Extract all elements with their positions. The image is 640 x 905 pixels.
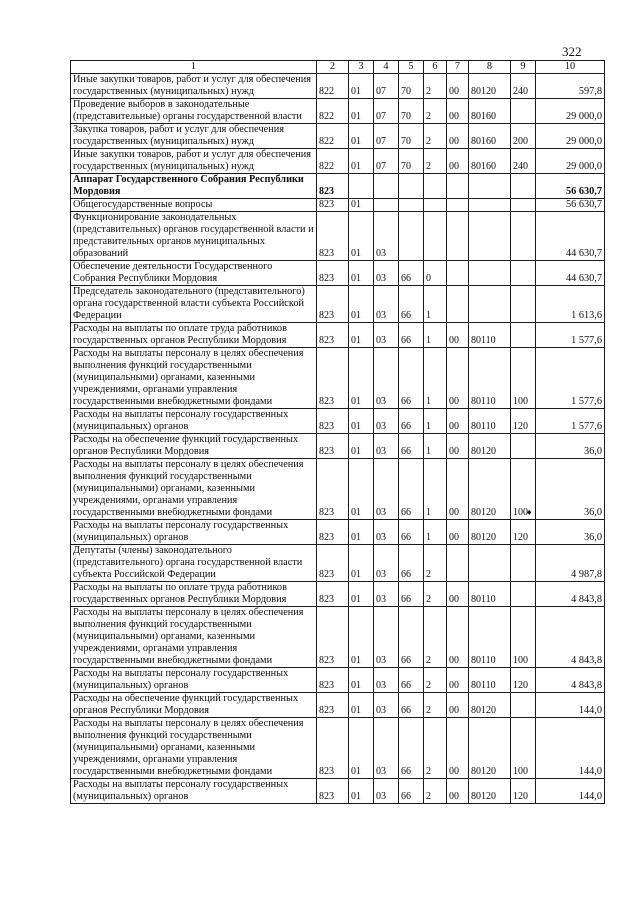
expense-type-code: 240 (511, 74, 536, 99)
column-header: 1 (71, 61, 317, 74)
admin-code: 823 (317, 199, 349, 212)
subsection-code: 03 (374, 348, 399, 409)
subsection-code: 03 (374, 582, 399, 607)
table-row (71, 124, 605, 149)
section-code: 01 (349, 323, 374, 348)
direction-code: 80160 (469, 124, 511, 149)
amount: 29 000,0 (536, 99, 605, 124)
subprogram-code: 2 (424, 74, 447, 99)
direction-code: 80110 (469, 582, 511, 607)
section-code: 01 (349, 779, 374, 804)
section-code: 01 (349, 149, 374, 174)
item-name: Депутаты (члены) законодательного (представительного) органа государственной власти субъекта Российской Федерации (71, 545, 317, 582)
item-name: Расходы на выплаты персоналу государственных (муниципальных) органов (71, 520, 317, 545)
section-code: 01 (349, 520, 374, 545)
column-header: 6 (424, 61, 447, 74)
direction-code: 80110 (469, 607, 511, 668)
main-event-code: 00 (447, 607, 469, 668)
direction-code: 80120 (469, 779, 511, 804)
main-event-code: 00 (447, 779, 469, 804)
program-code: 66 (399, 582, 424, 607)
admin-code: 822 (317, 124, 349, 149)
amount: 1 577,6 (536, 409, 605, 434)
amount: 4 843,8 (536, 582, 605, 607)
direction-code: 80110 (469, 323, 511, 348)
expense-type-code: 100 (511, 607, 536, 668)
amount: 29 000,0 (536, 124, 605, 149)
item-name: Расходы на выплаты персоналу государственных (муниципальных) органов (71, 779, 317, 804)
table-row (71, 459, 605, 520)
program-code: 66 (399, 545, 424, 582)
main-event-code: 00 (447, 124, 469, 149)
item-name: Иные закупки товаров, работ и услуг для обеспечения государственных (муниципальных) нужд (71, 149, 317, 174)
table-row (71, 409, 605, 434)
item-name: Аппарат Государственного Собрания Республики Мордовия (71, 174, 317, 199)
main-event-code (447, 545, 469, 582)
subsection-code: 03 (374, 261, 399, 286)
section-code: 01 (349, 74, 374, 99)
admin-code: 823 (317, 693, 349, 718)
item-name: Расходы на выплаты по оплате труда работников государственных органов Республики Мордовия (71, 582, 317, 607)
program-code: 66 (399, 668, 424, 693)
direction-code (469, 212, 511, 261)
amount: 29 000,0 (536, 149, 605, 174)
direction-code (469, 199, 511, 212)
item-name: Расходы на обеспечение функций государственных органов Республики Мордовия (71, 434, 317, 459)
section-code: 01 (349, 459, 374, 520)
subprogram-code: 1 (424, 520, 447, 545)
expense-type-code: 240 (511, 149, 536, 174)
expense-type-code: 120 (511, 779, 536, 804)
column-header: 2 (317, 61, 349, 74)
program-code: 66 (399, 459, 424, 520)
admin-code: 823 (317, 409, 349, 434)
subprogram-code (424, 212, 447, 261)
amount: 144,0 (536, 779, 605, 804)
section-code: 01 (349, 99, 374, 124)
admin-code: 823 (317, 718, 349, 779)
direction-code: 80110 (469, 409, 511, 434)
subprogram-code: 2 (424, 607, 447, 668)
main-event-code: 00 (447, 693, 469, 718)
direction-code: 80160 (469, 99, 511, 124)
table-row (71, 545, 605, 582)
direction-code: 80110 (469, 668, 511, 693)
subprogram-code (424, 199, 447, 212)
table-row (71, 607, 605, 668)
subsection-code: 03 (374, 323, 399, 348)
subsection-code: 03 (374, 693, 399, 718)
admin-code: 823 (317, 174, 349, 199)
admin-code: 822 (317, 99, 349, 124)
section-code: 01 (349, 199, 374, 212)
amount: 56 630,7 (536, 174, 605, 199)
section-code: 01 (349, 124, 374, 149)
subprogram-code: 2 (424, 582, 447, 607)
main-event-code: 00 (447, 348, 469, 409)
subprogram-code: 2 (424, 545, 447, 582)
subprogram-code: 1 (424, 434, 447, 459)
subsection-code: 03 (374, 779, 399, 804)
header-row (71, 61, 605, 74)
program-code: 70 (399, 74, 424, 99)
table-body (71, 74, 605, 804)
main-event-code: 00 (447, 582, 469, 607)
column-header: 9 (511, 61, 536, 74)
admin-code: 823 (317, 582, 349, 607)
column-header: 8 (469, 61, 511, 74)
table-row (71, 434, 605, 459)
expense-type-code (511, 434, 536, 459)
expense-type-code (511, 286, 536, 323)
expense-type-code (511, 582, 536, 607)
table-row (71, 779, 605, 804)
subsection-code: 03 (374, 459, 399, 520)
item-name: Расходы на выплаты персоналу в целях обеспечения выполнения функций государственными (муниципальными) органами, казенными учреждениями, органами управления государственными внебюджетными фондами (71, 348, 317, 409)
table-row (71, 693, 605, 718)
expense-type-code: 100 (511, 459, 536, 520)
subprogram-code (424, 174, 447, 199)
subprogram-code: 2 (424, 668, 447, 693)
table-row (71, 582, 605, 607)
table-header (71, 61, 605, 74)
expense-type-code (511, 174, 536, 199)
program-code: 66 (399, 520, 424, 545)
subprogram-code: 1 (424, 323, 447, 348)
section-code (349, 174, 374, 199)
section-code: 01 (349, 718, 374, 779)
amount: 36,0 (536, 459, 605, 520)
expense-type-code (511, 323, 536, 348)
expense-type-code (511, 99, 536, 124)
subsection-code (374, 174, 399, 199)
main-event-code (447, 261, 469, 286)
expense-type-code (511, 212, 536, 261)
table-row (71, 199, 605, 212)
subprogram-code: 0 (424, 261, 447, 286)
subsection-code: 07 (374, 149, 399, 174)
subprogram-code: 2 (424, 124, 447, 149)
subsection-code (374, 199, 399, 212)
expense-type-code: 100 (511, 718, 536, 779)
expense-type-code: 200 (511, 124, 536, 149)
subsection-code: 03 (374, 286, 399, 323)
expense-type-code: 120 (511, 409, 536, 434)
item-name: Закупка товаров, работ и услуг для обеспечения государственных (муниципальных) нужд (71, 124, 317, 149)
subprogram-code: 1 (424, 409, 447, 434)
amount: 1 613,6 (536, 286, 605, 323)
program-code: 66 (399, 323, 424, 348)
amount: 4 843,8 (536, 607, 605, 668)
amount: 44 630,7 (536, 212, 605, 261)
column-header: 4 (374, 61, 399, 74)
section-code: 01 (349, 668, 374, 693)
table-row (71, 520, 605, 545)
program-code: 66 (399, 286, 424, 323)
section-code: 01 (349, 286, 374, 323)
subsection-code: 03 (374, 434, 399, 459)
table-row (71, 99, 605, 124)
admin-code: 823 (317, 212, 349, 261)
item-name: Функционирование законодательных (представительных) органов государственной власти и представительных органов муниципальных образований (71, 212, 317, 261)
direction-code (469, 286, 511, 323)
amount: 144,0 (536, 718, 605, 779)
item-name: Расходы на выплаты по оплате труда работников государственных органов Республики Мордовия (71, 323, 317, 348)
expense-type-code (511, 199, 536, 212)
subprogram-code: 2 (424, 99, 447, 124)
main-event-code: 00 (447, 409, 469, 434)
program-code (399, 199, 424, 212)
table-row (71, 212, 605, 261)
section-code: 01 (349, 545, 374, 582)
expense-type-code (511, 545, 536, 582)
section-code: 01 (349, 434, 374, 459)
admin-code: 823 (317, 323, 349, 348)
column-header: 5 (399, 61, 424, 74)
subsection-code: 03 (374, 212, 399, 261)
program-code: 66 (399, 607, 424, 668)
table-row (71, 323, 605, 348)
direction-code: 80120 (469, 718, 511, 779)
program-code: 66 (399, 409, 424, 434)
budget-table (70, 60, 605, 804)
main-event-code: 00 (447, 718, 469, 779)
main-event-code: 00 (447, 149, 469, 174)
direction-code: 80120 (469, 434, 511, 459)
program-code: 70 (399, 149, 424, 174)
item-name: Расходы на выплаты персоналу в целях обеспечения выполнения функций государственными (муниципальными) органами, казенными учреждениями, органами управления государственными внебюджетными фондами (71, 459, 317, 520)
table-row (71, 348, 605, 409)
column-header: 7 (447, 61, 469, 74)
subprogram-code: 1 (424, 286, 447, 323)
main-event-code: 00 (447, 434, 469, 459)
section-code: 01 (349, 582, 374, 607)
amount: 597,8 (536, 74, 605, 99)
subsection-code: 03 (374, 718, 399, 779)
admin-code: 823 (317, 520, 349, 545)
admin-code: 822 (317, 74, 349, 99)
item-name: Председатель законодательного (представительного) органа государственной власти субъекта Российской Федерации (71, 286, 317, 323)
program-code (399, 174, 424, 199)
program-code: 66 (399, 348, 424, 409)
subsection-code: 07 (374, 124, 399, 149)
item-name: Расходы на выплаты персоналу государственных (муниципальных) органов (71, 668, 317, 693)
admin-code: 823 (317, 286, 349, 323)
amount: 36,0 (536, 434, 605, 459)
admin-code: 822 (317, 149, 349, 174)
table-row (71, 149, 605, 174)
admin-code: 823 (317, 668, 349, 693)
main-event-code (447, 174, 469, 199)
direction-code (469, 261, 511, 286)
admin-code: 823 (317, 779, 349, 804)
admin-code: 823 (317, 434, 349, 459)
section-code: 01 (349, 348, 374, 409)
direction-code: 80120 (469, 459, 511, 520)
amount: 4 843,8 (536, 668, 605, 693)
section-code: 01 (349, 409, 374, 434)
main-event-code (447, 212, 469, 261)
direction-code: 80120 (469, 693, 511, 718)
table-row (71, 668, 605, 693)
main-event-code (447, 199, 469, 212)
section-code: 01 (349, 212, 374, 261)
main-event-code: 00 (447, 323, 469, 348)
direction-code (469, 174, 511, 199)
main-event-code: 00 (447, 520, 469, 545)
main-event-code: 00 (447, 459, 469, 520)
item-name: Расходы на выплаты персоналу в целях обеспечения выполнения функций государственными (муниципальными) органами, казенными учреждениями, органами управления государственными внебюджетными фондами (71, 607, 317, 668)
amount: 56 630,7 (536, 199, 605, 212)
section-code: 01 (349, 261, 374, 286)
expense-type-code (511, 261, 536, 286)
program-code: 66 (399, 693, 424, 718)
subsection-code: 07 (374, 74, 399, 99)
subprogram-code: 2 (424, 718, 447, 779)
direction-code: 80160 (469, 149, 511, 174)
table-row (71, 286, 605, 323)
subprogram-code: 1 (424, 348, 447, 409)
column-header: 10 (536, 61, 605, 74)
item-name: Расходы на выплаты персоналу государственных (муниципальных) органов (71, 409, 317, 434)
subprogram-code: 2 (424, 779, 447, 804)
table-row (71, 261, 605, 286)
admin-code: 823 (317, 607, 349, 668)
direction-code: 80110 (469, 348, 511, 409)
main-event-code: 00 (447, 74, 469, 99)
subsection-code: 03 (374, 545, 399, 582)
subprogram-code: 2 (424, 693, 447, 718)
amount: 144,0 (536, 693, 605, 718)
program-code: 66 (399, 779, 424, 804)
scan-mark: ♦ (527, 507, 532, 517)
item-name: Расходы на выплаты персоналу в целях обеспечения выполнения функций государственными (муниципальными) органами, казенными учреждениями, органами управления государственными внебюджетными фондами (71, 718, 317, 779)
item-name: Общегосударственные вопросы (71, 199, 317, 212)
table-row (71, 718, 605, 779)
direction-code: 80120 (469, 520, 511, 545)
subprogram-code: 2 (424, 149, 447, 174)
subsection-code: 03 (374, 520, 399, 545)
column-header: 3 (349, 61, 374, 74)
main-event-code: 00 (447, 99, 469, 124)
main-event-code: 00 (447, 668, 469, 693)
admin-code: 823 (317, 261, 349, 286)
section-code: 01 (349, 693, 374, 718)
admin-code: 823 (317, 545, 349, 582)
direction-code (469, 545, 511, 582)
subsection-code: 03 (374, 668, 399, 693)
admin-code: 823 (317, 459, 349, 520)
program-code: 70 (399, 99, 424, 124)
item-name: Проведение выборов в законодательные (представительные) органы государственной власти (71, 99, 317, 124)
expense-type-code (511, 693, 536, 718)
amount: 44 630,7 (536, 261, 605, 286)
amount: 36,0 (536, 520, 605, 545)
expense-type-code: 100 (511, 348, 536, 409)
table-row (71, 174, 605, 199)
amount: 1 577,6 (536, 323, 605, 348)
table-row (71, 74, 605, 99)
subsection-code: 07 (374, 99, 399, 124)
item-name: Обеспечение деятельности Государственного Собрания Республики Мордовия (71, 261, 317, 286)
amount: 1 577,6 (536, 348, 605, 409)
page-number: 322 (562, 44, 582, 59)
expense-type-code: 120 (511, 668, 536, 693)
program-code (399, 212, 424, 261)
program-code: 66 (399, 434, 424, 459)
main-event-code (447, 286, 469, 323)
program-code: 70 (399, 124, 424, 149)
program-code: 66 (399, 718, 424, 779)
admin-code: 823 (317, 348, 349, 409)
section-code: 01 (349, 607, 374, 668)
subsection-code: 03 (374, 607, 399, 668)
subsection-code: 03 (374, 409, 399, 434)
item-name: Расходы на обеспечение функций государственных органов Республики Мордовия (71, 693, 317, 718)
amount: 4 987,8 (536, 545, 605, 582)
expense-type-code: 120 (511, 520, 536, 545)
direction-code: 80120 (469, 74, 511, 99)
subprogram-code: 1 (424, 459, 447, 520)
program-code: 66 (399, 261, 424, 286)
item-name: Иные закупки товаров, работ и услуг для обеспечения государственных (муниципальных) нужд (71, 74, 317, 99)
